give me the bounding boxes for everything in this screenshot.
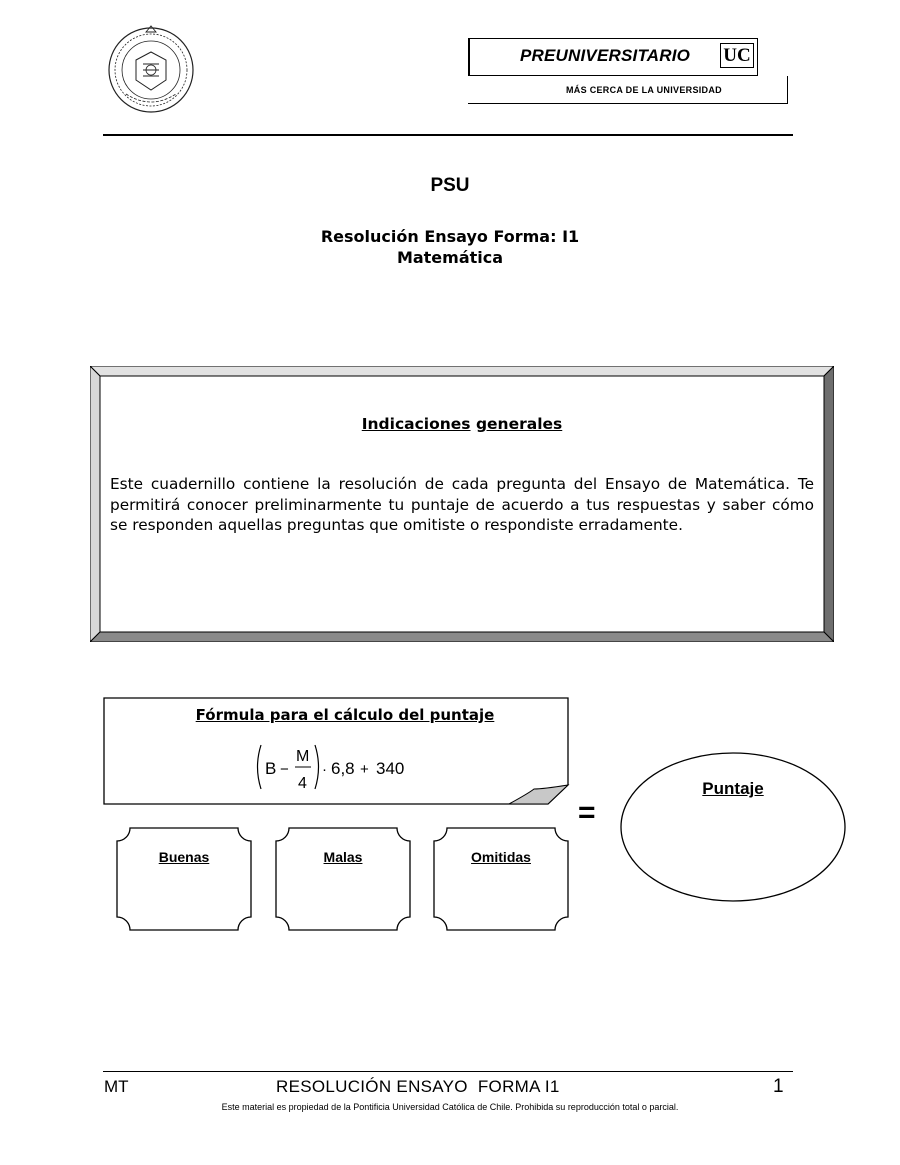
subtitle-line-2: Matemática — [396, 248, 504, 267]
header-divider — [103, 134, 793, 136]
formula-denominator: 4 — [298, 775, 307, 792]
buenas-box — [116, 827, 252, 931]
document-title: PSU — [430, 175, 470, 196]
formula-factor: 6,8 — [331, 759, 355, 778]
footer-divider — [103, 1071, 793, 1072]
page-number: 1 — [773, 1076, 784, 1097]
indications-heading-word-2: generales — [475, 415, 563, 433]
footer-title: RESOLUCIÓN ENSAYO FORMA I1 — [276, 1077, 560, 1096]
copyright-note: Este material es propiedad de la Pontificia Universidad Católica de Chile. Prohibida su reproducción total o parcial. — [221, 1102, 679, 1112]
indications-heading-word-1: Indicaciones — [361, 415, 471, 433]
malas-label: Malas — [323, 849, 363, 865]
indications-body: Este cuadernillo contiene la resolución de cada pregunta del Ensayo de Matemática. Te permitirá conocer preliminarmente tu puntaje de acuerdo a tus respuestas y saber cómo se responden aquellas preguntas que omitiste o respondiste erradamente. — [110, 475, 814, 534]
formula-constant: 340 — [376, 759, 405, 778]
formula-minus: − — [280, 761, 289, 778]
puntaje-label: Puntaje — [702, 779, 764, 798]
formula-term-b: B — [265, 759, 277, 778]
omitidas-box — [433, 827, 569, 931]
document-subtitle — [0, 226, 900, 268]
indications-heading — [0, 415, 900, 433]
malas-box — [275, 827, 411, 931]
puntaje-oval — [619, 751, 847, 903]
buenas-label: Buenas — [158, 849, 210, 865]
equals-sign: = — [578, 796, 596, 829]
brand-tagline: MÁS CERCA DE LA UNIVERSIDAD — [566, 85, 722, 95]
university-seal-icon — [106, 24, 196, 116]
brand-uc-logo: UC — [720, 43, 754, 68]
omitidas-label: Omitidas — [471, 849, 531, 865]
formula-dot: · — [322, 761, 327, 778]
formula-numerator: M — [296, 748, 310, 765]
score-formula — [253, 741, 423, 793]
formula-title: Fórmula para el cálculo del puntaje — [195, 706, 495, 724]
formula-plus: + — [360, 761, 369, 778]
subtitle-line-1: Resolución Ensayo Forma: I1 — [320, 227, 580, 246]
brand-title: PREUNIVERSITARIO — [520, 46, 691, 65]
footer-subject: MT — [104, 1077, 129, 1096]
